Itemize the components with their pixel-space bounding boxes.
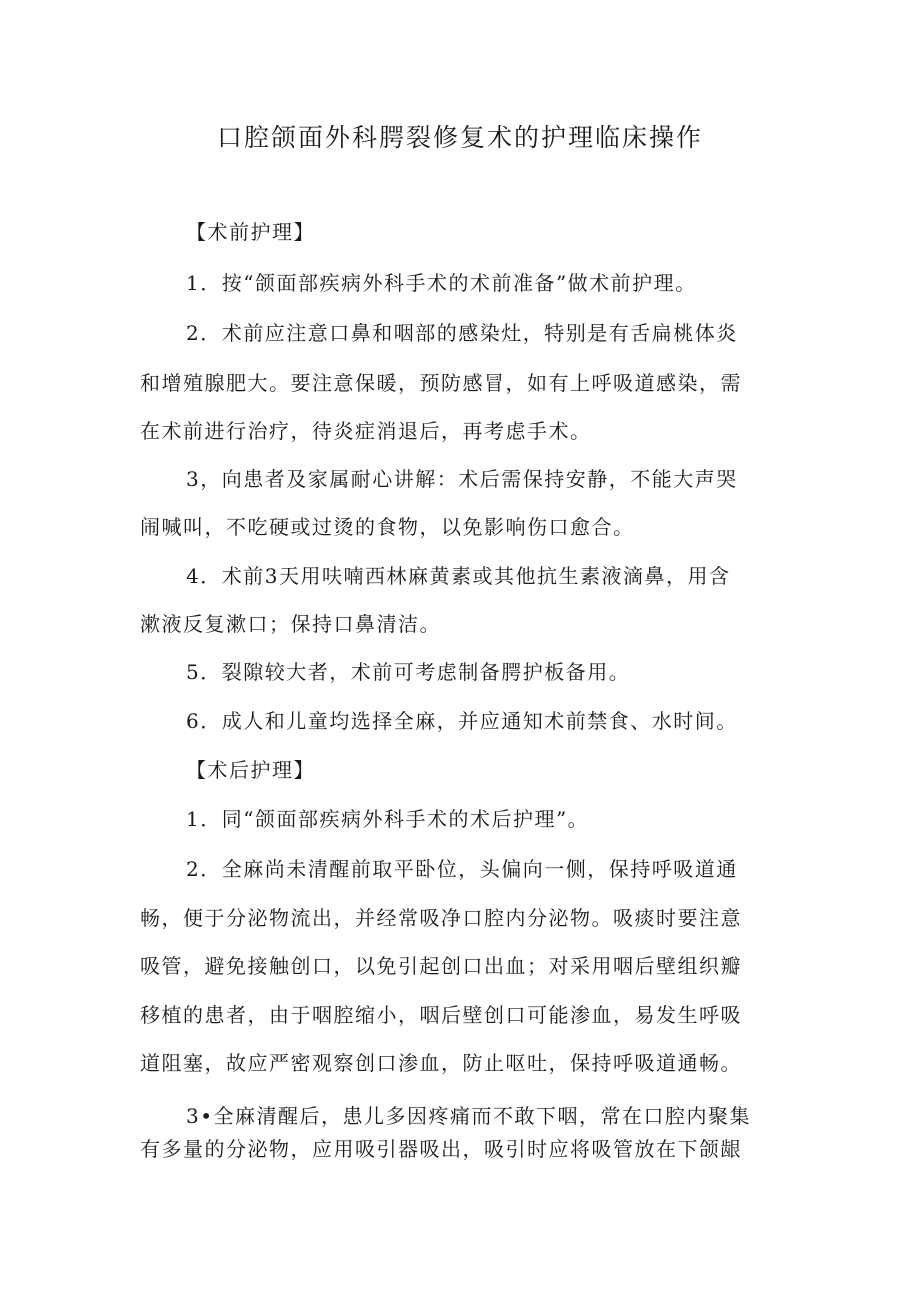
postop-line-4: 吸管，避免接触创口，以免引起创口出血；对采用咽后壁组织瓣 [140,954,742,978]
preop-line-6: 闹喊叫，不吃硬或过烫的食物，以免影响伤口愈合。 [140,515,635,539]
preop-line-8: 漱液反复漱口；保持口鼻清洁。 [140,612,441,636]
postop-line-6: 道阻塞，故应严密观察创口渗血，防止呕吐，保持呼吸道通畅。 [140,1051,742,1075]
preop-line-10: 6．成人和儿童均选择全麻，并应通知术前禁食、水时间。 [186,709,738,733]
postop-line-1: 1．同“颌面部疾病外科手术的术后护理”。 [186,807,590,831]
postop-line-5: 移植的患者，由于咽腔缩小，咽后壁创口可能渗血，易发生呼吸 [140,1003,742,1027]
preop-line-2: 2．术前应注意口鼻和咽部的感染灶，特别是有舌扁桃体炎 [186,321,738,345]
preop-line-4: 在术前进行治疗，待炎症消退后，再考虑手术。 [140,419,592,443]
preop-line-7: 4．术前3天用呋喃西林麻黄素或其他抗生素液滴鼻，用含 [186,564,731,588]
preop-line-3: 和增殖腺肥大。要注意保暖，预防感冒，如有上呼吸道感染，需 [140,371,742,395]
preop-line-1: 1．按“颌面部疾病外科手术的术前准备”做术前护理。 [186,271,697,295]
page-title: 口腔颌面外科腭裂修复术的护理临床操作 [216,123,703,152]
postop-line-2: 2．全麻尚未清醒前取平卧位，头偏向一侧，保持呼吸道通 [186,857,738,881]
preop-line-9: 5．裂隙较大者，术前可考虑制备腭护板备用。 [186,660,631,684]
preop-heading: 【术前护理】 [186,220,315,244]
postop-line-3: 畅，便于分泌物流出，并经常吸净口腔内分泌物。吸痰时要注意 [140,906,742,930]
postop-heading: 【术后护理】 [186,758,315,782]
postop-line-7: 3•全麻清醒后，患儿多因疼痛而不敢下咽，常在口腔内聚集 [186,1104,752,1128]
preop-line-5: 3，向患者及家属耐心讲解：术后需保持安静，不能大声哭 [186,467,738,491]
postop-line-8: 有多量的分泌物，应用吸引器吸出，吸引时应将吸管放在下颌龈 [140,1137,742,1161]
